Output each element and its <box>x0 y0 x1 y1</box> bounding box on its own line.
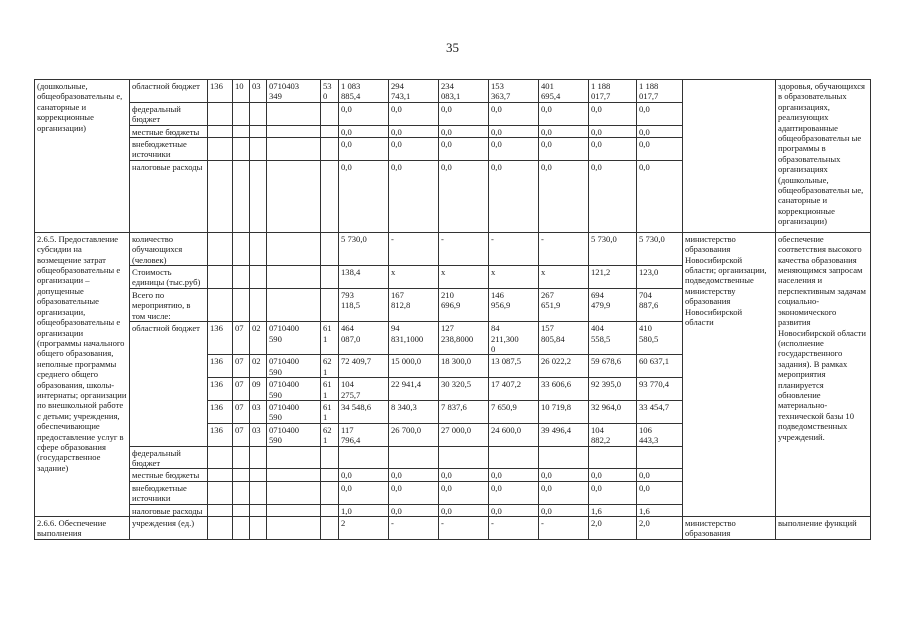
year-cell: 0,0 <box>489 138 539 161</box>
year-cell: 0,0 <box>539 138 589 161</box>
year-cell: 0,0 <box>439 504 489 516</box>
csr-cell: 0710400 590 <box>267 423 321 446</box>
year-cell: 0,0 <box>637 160 683 232</box>
year-cell: - <box>439 232 489 265</box>
grbs-cell: 136 <box>208 378 233 401</box>
grbs-cell: 136 <box>208 355 233 378</box>
year-cell: 153 363,7 <box>489 80 539 103</box>
total-cell: 1 083 885,4 <box>339 80 389 103</box>
result-cell: выполнение функций <box>776 517 871 540</box>
year-cell: 1,6 <box>589 504 637 516</box>
csr-cell: 0710400 590 <box>267 378 321 401</box>
year-cell: 39 496,4 <box>539 423 589 446</box>
year-cell: 26 022,2 <box>539 355 589 378</box>
row-label: областной бюджет <box>130 80 208 103</box>
year-cell: 0,0 <box>389 138 439 161</box>
total-cell: 0,0 <box>339 138 389 161</box>
year-cell: 1 188 017,7 <box>589 80 637 103</box>
table-row <box>35 232 871 265</box>
year-cell: 167 812,8 <box>389 288 439 321</box>
vr-cell: 61 1 <box>321 322 339 355</box>
year-cell: - <box>489 232 539 265</box>
vr-cell: 62 1 <box>321 423 339 446</box>
year-cell: 123,0 <box>637 266 683 289</box>
row-label: налоговые расходы <box>130 504 208 516</box>
year-cell: 33 454,7 <box>637 400 683 423</box>
total-cell: 0,0 <box>339 102 389 125</box>
year-cell: 8 340,3 <box>389 400 439 423</box>
table-row <box>35 517 871 540</box>
year-cell: 104 882,2 <box>589 423 637 446</box>
year-cell: 0,0 <box>389 481 439 504</box>
total-cell: 793 118,5 <box>339 288 389 321</box>
year-cell: 7 650,9 <box>489 400 539 423</box>
table-row <box>35 80 871 103</box>
result-cell: обеспечение соответствия высокого качества образования меняющимся запросам населения и перспективным задачам социально-экономического развития Новосибирской области (исполнение государственного задания). В рамках мероприятия планируется обновление материально-технической базы 10 подведомственных учреждений. <box>776 232 871 516</box>
pr-cell: 02 <box>250 355 267 378</box>
row-label: местные бюджеты <box>130 125 208 137</box>
year-cell: - <box>389 517 439 540</box>
year-cell: - <box>489 517 539 540</box>
csr-cell: 0710400 590 <box>267 400 321 423</box>
total-cell: 0,0 <box>339 481 389 504</box>
rz-cell: 07 <box>233 355 250 378</box>
total-cell: 138,4 <box>339 266 389 289</box>
year-cell: 0,0 <box>539 481 589 504</box>
year-cell: 93 770,4 <box>637 378 683 401</box>
row-label: внебюджетные источники <box>130 481 208 504</box>
row-label: Стоимость единицы (тыс.руб) <box>130 266 208 289</box>
year-cell: 127 238,8000 <box>439 322 489 355</box>
measure-name: 2.6.5. Предоставление субсидии на возмещение затрат общеобразовательны е организации – допущенные образовательные организации, общеобразовательны е организации (программы начального общего образования, неполные программы среднего общего образования, школы-интернаты; организации по внешкольной работе с детьми; учреждения, обеспечивающие предоставление услуг в сфере образования (государственное задание) <box>35 232 130 516</box>
year-cell: 32 964,0 <box>589 400 637 423</box>
year-cell: 10 719,8 <box>539 400 589 423</box>
year-cell: 0,0 <box>637 138 683 161</box>
year-cell: 33 606,6 <box>539 378 589 401</box>
rz-cell: 07 <box>233 400 250 423</box>
grbs-cell: 136 <box>208 322 233 355</box>
year-cell: 0,0 <box>489 102 539 125</box>
total-cell: 117 796,4 <box>339 423 389 446</box>
row-label: федеральный бюджет <box>130 446 208 469</box>
year-cell: 294 743,1 <box>389 80 439 103</box>
year-cell: 157 805,84 <box>539 322 589 355</box>
year-cell: 0,0 <box>489 125 539 137</box>
total-cell: 72 409,7 <box>339 355 389 378</box>
pr-cell: 09 <box>250 378 267 401</box>
vr-cell: 53 0 <box>321 80 339 103</box>
grbs-cell: 136 <box>208 400 233 423</box>
rz-cell: 07 <box>233 378 250 401</box>
total-cell: 464 087,0 <box>339 322 389 355</box>
year-cell: 2,0 <box>637 517 683 540</box>
row-label: учреждения (ед.) <box>130 517 208 540</box>
year-cell: 0,0 <box>539 160 589 232</box>
pr-cell: 03 <box>250 80 267 103</box>
year-cell: 0,0 <box>637 102 683 125</box>
year-cell: - <box>539 517 589 540</box>
year-cell: 59 678,6 <box>589 355 637 378</box>
rz-cell: 07 <box>233 423 250 446</box>
year-cell: 0,0 <box>589 469 637 481</box>
year-cell: 0,0 <box>589 125 637 137</box>
year-cell: 84 211,300 0 <box>489 322 539 355</box>
year-cell: 0,0 <box>439 125 489 137</box>
year-cell: 2,0 <box>589 517 637 540</box>
row-label: местные бюджеты <box>130 469 208 481</box>
budget-table <box>34 79 871 540</box>
year-cell: 1,6 <box>637 504 683 516</box>
year-cell: 0,0 <box>439 138 489 161</box>
csr-cell: 0710403 349 <box>267 80 321 103</box>
row-label: количество обучающихся (человек) <box>130 232 208 265</box>
total-cell: 0,0 <box>339 125 389 137</box>
year-cell: 410 580,5 <box>637 322 683 355</box>
year-cell: 234 083,1 <box>439 80 489 103</box>
year-cell: 106 443,3 <box>637 423 683 446</box>
row-label: внебюджетные источники <box>130 138 208 161</box>
year-cell: 92 395,0 <box>589 378 637 401</box>
year-cell: 694 479,9 <box>589 288 637 321</box>
measure-name: 2.6.6. Обеспечение выполнения <box>35 517 130 540</box>
year-cell: х <box>539 266 589 289</box>
vr-cell: 61 1 <box>321 400 339 423</box>
year-cell: 0,0 <box>539 469 589 481</box>
year-cell: 17 407,2 <box>489 378 539 401</box>
year-cell: - <box>539 232 589 265</box>
year-cell: - <box>389 232 439 265</box>
year-cell: 27 000,0 <box>439 423 489 446</box>
vr-cell: 61 1 <box>321 378 339 401</box>
year-cell: 30 320,5 <box>439 378 489 401</box>
year-cell: 401 695,4 <box>539 80 589 103</box>
total-cell: 5 730,0 <box>339 232 389 265</box>
total-cell: 34 548,6 <box>339 400 389 423</box>
year-cell: 0,0 <box>389 125 439 137</box>
row-label: Всего по мероприятию, в том числе: <box>130 288 208 321</box>
executor-cell: министерство образования <box>683 517 776 540</box>
year-cell: 7 837,6 <box>439 400 489 423</box>
total-cell: 1,0 <box>339 504 389 516</box>
year-cell: 15 000,0 <box>389 355 439 378</box>
year-cell: 60 637,1 <box>637 355 683 378</box>
total-cell: 104 275,7 <box>339 378 389 401</box>
year-cell: 0,0 <box>539 504 589 516</box>
executor-cell <box>683 80 776 233</box>
year-cell: 0,0 <box>489 469 539 481</box>
year-cell: 0,0 <box>439 102 489 125</box>
row-label: федеральный бюджет <box>130 102 208 125</box>
row-label: областной бюджет <box>130 322 208 446</box>
year-cell: 0,0 <box>539 102 589 125</box>
total-cell: 2 <box>339 517 389 540</box>
result-cell: здоровья, обучающихся в образовательных организациях, реализующих адаптированные общеобразовательн ые программы в образовательных организациях (дошкольные, общеобразовательн ые, санаторные и коррекционные организации) <box>776 80 871 233</box>
year-cell: 0,0 <box>589 160 637 232</box>
year-cell: 267 651,9 <box>539 288 589 321</box>
year-cell: 94 831,1000 <box>389 322 439 355</box>
grbs-cell: 136 <box>208 80 233 103</box>
csr-cell: 0710400 590 <box>267 355 321 378</box>
year-cell: 0,0 <box>539 125 589 137</box>
year-cell: 0,0 <box>589 102 637 125</box>
year-cell: 146 956,9 <box>489 288 539 321</box>
year-cell: 0,0 <box>637 481 683 504</box>
grbs-cell: 136 <box>208 423 233 446</box>
pr-cell: 03 <box>250 400 267 423</box>
pr-cell: 02 <box>250 322 267 355</box>
year-cell: 22 941,4 <box>389 378 439 401</box>
year-cell: 24 600,0 <box>489 423 539 446</box>
row-label: налоговые расходы <box>130 160 208 232</box>
year-cell: - <box>439 517 489 540</box>
year-cell: 0,0 <box>389 504 439 516</box>
executor-cell: министерство образования Новосибирской области; организации, подведомственные министерству образования Новосибирской области <box>683 232 776 516</box>
year-cell: 0,0 <box>439 469 489 481</box>
year-cell: 404 558,5 <box>589 322 637 355</box>
year-cell: 0,0 <box>489 481 539 504</box>
total-cell: 0,0 <box>339 469 389 481</box>
total-cell: 0,0 <box>339 160 389 232</box>
year-cell: 0,0 <box>589 138 637 161</box>
year-cell: 13 087,5 <box>489 355 539 378</box>
year-cell: 0,0 <box>589 481 637 504</box>
year-cell: 0,0 <box>389 160 439 232</box>
year-cell: 704 887,6 <box>637 288 683 321</box>
year-cell: х <box>489 266 539 289</box>
year-cell: 0,0 <box>439 160 489 232</box>
pr-cell: 03 <box>250 423 267 446</box>
csr-cell: 0710400 590 <box>267 322 321 355</box>
year-cell: 1 188 017,7 <box>637 80 683 103</box>
year-cell: х <box>389 266 439 289</box>
vr-cell: 62 1 <box>321 355 339 378</box>
year-cell: 210 696,9 <box>439 288 489 321</box>
rz-cell: 10 <box>233 80 250 103</box>
year-cell: 121,2 <box>589 266 637 289</box>
year-cell: 0,0 <box>389 469 439 481</box>
year-cell: 0,0 <box>439 481 489 504</box>
year-cell: 0,0 <box>389 102 439 125</box>
measure-name: (дошкольные, общеобразовательны е, санаторные и коррекционные организации) <box>35 80 130 233</box>
year-cell: 5 730,0 <box>589 232 637 265</box>
year-cell: 0,0 <box>637 125 683 137</box>
year-cell: 26 700,0 <box>389 423 439 446</box>
rz-cell: 07 <box>233 322 250 355</box>
year-cell: 0,0 <box>489 504 539 516</box>
year-cell: 0,0 <box>489 160 539 232</box>
page-number: 35 <box>446 40 459 55</box>
year-cell: 5 730,0 <box>637 232 683 265</box>
year-cell: х <box>439 266 489 289</box>
year-cell: 18 300,0 <box>439 355 489 378</box>
year-cell: 0,0 <box>637 469 683 481</box>
